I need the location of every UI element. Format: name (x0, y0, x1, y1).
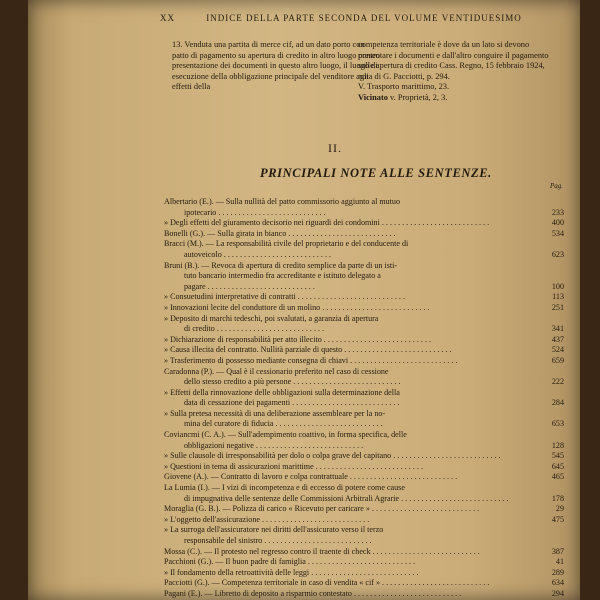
entry-line: » Sulle clausole di irresponsabilità per dolo o colpa grave del capitano . . . (164, 451, 528, 462)
entry-page-number: 475 (551, 514, 564, 524)
entry-page-number: 29 (555, 504, 564, 514)
entry-page-number: 128 (551, 440, 564, 450)
index-entry (164, 314, 564, 335)
entry-line: Bonelli (G.). — Sulla girata in bianco . . . (164, 229, 528, 240)
index-entry (164, 409, 564, 430)
index-entry (164, 451, 564, 462)
entry-text (164, 462, 528, 473)
entry-page-number: 387 (551, 546, 564, 556)
entry-line: » Effetti della rinnovazione delle obbligazioni sulla determinazione della (164, 387, 400, 397)
index-entry (164, 303, 564, 314)
entry-line: ipotecario . . . (164, 208, 528, 219)
index-entry (164, 472, 564, 483)
top-right-ref2-bold: Vicinato (358, 92, 388, 102)
index-entry (164, 292, 564, 303)
entry-line: » Questioni in tema di assicurazioni marittime . . . (164, 462, 528, 473)
entry-line: » Dichiarazione di responsabilità per atto illecito . . . (164, 335, 528, 346)
entry-line: Moraglia (G. B.). — Polizza di carico « Ricevuto per caricare » . . . (164, 504, 528, 515)
section-title: PRINCIPALI NOTE ALLE SENTENZE. (260, 166, 492, 180)
entry-text (164, 367, 528, 388)
entry-page-number: 634 (551, 578, 564, 588)
entry-page-number: 645 (551, 461, 564, 471)
entry-line: Mossa (C.). — Il protesto nel regresso contro il traente di check . . . (164, 547, 528, 558)
entry-text (164, 451, 528, 462)
index-entry (164, 367, 564, 388)
entry-page-number: 233 (551, 207, 564, 217)
index-entry (164, 568, 564, 579)
entry-line: pagare . . . (164, 282, 528, 293)
index-entry (164, 335, 564, 346)
entry-text (164, 547, 528, 558)
entry-page-number: 623 (551, 249, 564, 259)
entry-page-number: 341 (551, 324, 564, 334)
index-entry (164, 430, 564, 451)
entry-line: » Sulla pretesa necessità di una deliberazione assembleare per la no- (164, 408, 386, 418)
top-right-ref2-rest: v. Proprietà, 2, 3. (390, 92, 448, 102)
entry-text (164, 345, 528, 356)
entry-text (164, 335, 528, 346)
entry-text (164, 388, 528, 409)
top-right-ref1: V. Trasporto marittimo, 23. (358, 82, 450, 92)
index-entries (164, 197, 564, 600)
index-entry (164, 239, 564, 260)
section-number: II. (328, 141, 342, 155)
entry-line: La Lumia (I.). — I vizi di incompetenza e di eccesso di potere come cause (164, 483, 405, 493)
entry-page-number: 251 (551, 302, 564, 312)
entry-page-number: 465 (551, 472, 564, 482)
index-entry (164, 229, 564, 240)
index-entry (164, 218, 564, 229)
entry-line: data di cessazione dei pagamenti . . . (164, 398, 528, 409)
entry-line: Bracci (M.). — La responsabilità civile del proprietario e del conducente di (164, 239, 409, 249)
entry-text (164, 218, 528, 229)
running-title: INDICE DELLA PARTE SECONDA DEL VOLUME VENTIDUESIMO (206, 13, 522, 23)
top-left-paragraph: 13. Venduta una partita di merce cif, ad un dato porto con patto di pagamento su apertura di credito in altro luogo contro presentazione dei documenti in questo altro luogo, il luogo di esecuzione della obbligazione principale del venditore agli effetti della (172, 40, 380, 92)
entry-page-number: 284 (551, 398, 564, 408)
entry-page-number: 294 (551, 588, 564, 598)
index-entry (164, 197, 564, 218)
entry-text (164, 589, 528, 600)
index-entry (164, 515, 564, 526)
entry-page-number: 113 (552, 292, 564, 302)
index-entry (164, 345, 564, 356)
entry-page-number: 545 (551, 451, 564, 461)
entry-line: » Degli effetti del giuramento decisorio nei riguardi dei condomini . . . (164, 218, 528, 229)
entry-text (164, 356, 528, 367)
entry-line: obbligazioni negative . . . (164, 441, 528, 452)
index-entry (164, 547, 564, 558)
entry-page-number: 653 (551, 419, 564, 429)
entry-line: Coviancmi (C. A.). — Sull'adempimento coattivo, in forma specifica, delle (164, 430, 407, 440)
entry-page-number: 534 (551, 228, 564, 238)
entry-line: Albertario (E.). — Sulla nullità del patto commissorio aggiunto al mutuo (164, 197, 401, 206)
top-right-text: competenza territoriale è dove da un lato si devono presentare i documenti e dall'altro conguire il pagamento sulle apertura di credito Cass. Regno, 15 febbraio 1924, nota di G. Pacciotti, p. 294. (358, 40, 549, 81)
entry-line: tuto bancario intermedio fra accreditante e istituto delegato a (184, 271, 381, 281)
index-entry (164, 261, 564, 293)
entry-line: Pacciotti (G.). — Competenza territoriale in caso di vendita « cif » . . . (164, 578, 528, 589)
page-number: XX (160, 13, 175, 23)
entry-page-number: 437 (551, 334, 564, 344)
entry-text (164, 197, 528, 218)
entry-line: di impugnativa delle sentenze delle Commissioni Arbitrali Agrarie . . . (164, 494, 528, 505)
entry-page-number: 400 (551, 218, 564, 228)
entry-page-number: 100 (551, 281, 564, 291)
entry-page-number: 41 (555, 557, 564, 567)
entry-text (164, 578, 528, 589)
entry-line: » Il fondamento della retroattività delle leggi . . . (164, 568, 528, 579)
top-right-paragraph (358, 40, 558, 104)
document-page (28, 0, 580, 600)
entry-line: mina del curatore di fiducia . . . (164, 419, 528, 430)
entry-line: » Innovazioni lecite del conduttore di un molino . . . (164, 303, 528, 314)
entry-text (164, 261, 528, 293)
entry-page-number: 524 (551, 345, 564, 355)
entry-text (164, 430, 528, 451)
entry-text (164, 409, 528, 430)
entry-line: responsabile del sinistro . . . (164, 536, 528, 547)
entry-line: » Trasferimento di possesso mediante consegna di chiavi . . . (164, 356, 528, 367)
page-column-label: Pag. (550, 182, 564, 190)
index-entry (164, 483, 564, 504)
entry-line: Bruni (B.). — Revoca di apertura di credito semplice da parte di un isti- (164, 260, 398, 270)
entry-text (164, 292, 528, 303)
entry-line: » L'oggetto dell'assicurazione . . . (164, 515, 528, 526)
entry-line: Pagani (E.). — Libretto di deposito a risparmio contestato . . . (164, 589, 528, 600)
index-entry (164, 356, 564, 367)
entry-line: » Deposito di marchi tedeschi, poi svalutati, a garanzia di apertura (164, 313, 379, 323)
entry-text (164, 568, 528, 579)
entry-line: autoveicolo . . . (164, 250, 528, 261)
index-entry (164, 578, 564, 589)
entry-line: » La surroga dell'assicuratore nei diritti dell'assicurato verso il terzo (164, 525, 384, 535)
index-entry (164, 388, 564, 409)
entry-line: di credito . . . (164, 324, 528, 335)
entry-text (164, 314, 528, 335)
top-right-ref2 (358, 93, 558, 104)
entry-line: » Causa illecita del contratto. Nullità parziale di questo . . . (164, 345, 528, 356)
index-entry (164, 525, 564, 546)
entry-line: Giovene (A.). — Contratto di lavoro e colpa contrattuale . . . (164, 472, 528, 483)
index-entry (164, 504, 564, 515)
entry-page-number: 289 (551, 567, 564, 577)
entry-text (164, 504, 528, 515)
entry-line: Pacchioni (G.). — Il buon padre di famiglia . . . (164, 557, 528, 568)
index-entry (164, 462, 564, 473)
entry-page-number: 659 (551, 355, 564, 365)
entry-text (164, 483, 528, 504)
entry-text (164, 557, 528, 568)
entry-text (164, 303, 528, 314)
entry-page-number: 222 (551, 377, 564, 387)
entry-text (164, 472, 528, 483)
running-header (160, 13, 580, 23)
entry-text (164, 525, 528, 546)
entry-line: Caradonna (P.). — Qual è il cessionario preferito nel caso di cessione (164, 366, 389, 376)
index-entry (164, 589, 564, 600)
entry-page-number: 178 (551, 493, 564, 503)
entry-text (164, 515, 528, 526)
entry-line: dello stesso credito a più persone . . . (164, 377, 528, 388)
entry-line: » Consuetudini interpretative di contratti . . . (164, 292, 528, 303)
entry-text (164, 229, 528, 240)
entry-text (164, 239, 528, 260)
index-entry (164, 557, 564, 568)
